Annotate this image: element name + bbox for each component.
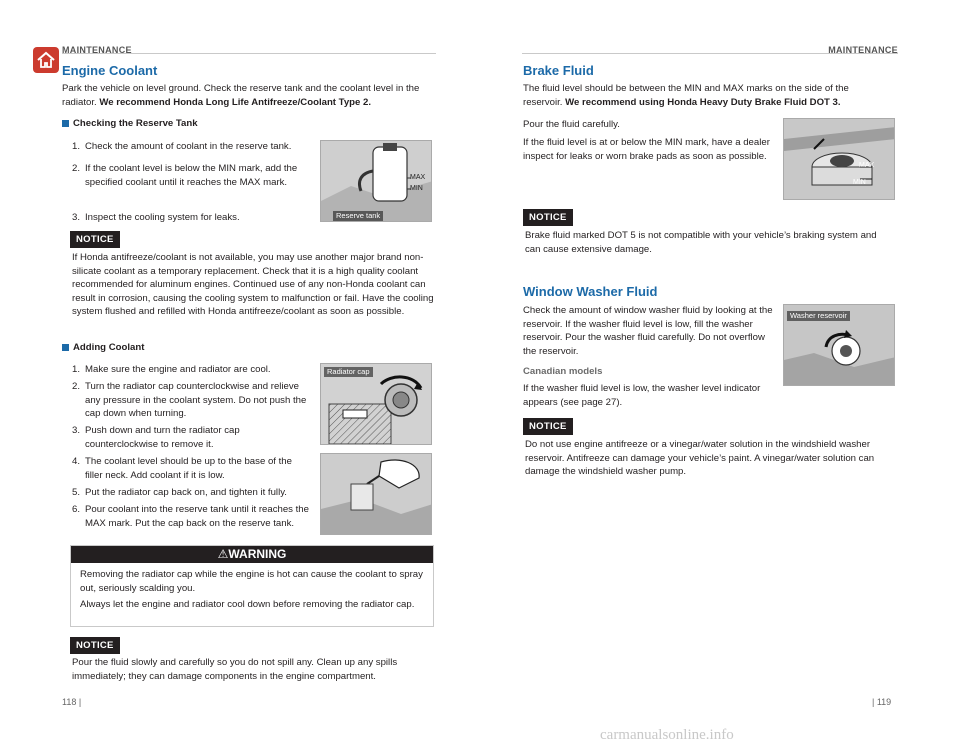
brake-fluid-intro: The fluid level should be between the MIN and MAX marks on the side of the reservoir. We recommend using Honda Heavy Duty Brake Fluid DOT 3. <box>523 83 849 108</box>
page-header-right <box>522 40 898 54</box>
brake-max-label: MAX <box>859 162 875 169</box>
notice-coolant-text: If Honda antifreeze/coolant is not available, you may use another major brand non-silicate coolant as a temporary replacement. Check that it is a high quality coolant recommended for aluminum engines. Continued use of any non-Honda coolant can result in corrosion, causing the cooling system to malfunction or fail. Have the cooling system flushed and refilled with Honda antifreeze/coolant as soon as possible. <box>72 252 434 317</box>
reserve-step-1: 1. Check the amount of coolant in the reserve tank. <box>72 141 292 152</box>
warning-text-2: Always let the engine and radiator cool down before removing the radiator cap. <box>80 599 415 610</box>
watermark: carmanualsonline.info <box>600 727 734 743</box>
engine-coolant-intro: Park the vehicle on level ground. Check the reserve tank and the coolant level in the radiator. We recommend Honda Long Life Antifreeze/Coolant Type 2. <box>62 83 420 108</box>
reserve-step-3: 3. Inspect the cooling system for leaks. <box>72 212 240 223</box>
reserve-tank-heading: Checking the Reserve Tank <box>62 118 198 129</box>
brake-reservoir-figure <box>783 118 895 200</box>
brake-fluid-title: Brake Fluid <box>523 63 594 78</box>
notice-spill-text: Pour the fluid slowly and carefully so you do not spill any. Clean up any spills immediately; they can damage components in the engine compartment. <box>72 657 398 682</box>
brake-reservoir-illustration <box>784 119 895 200</box>
reserve-step-2: 2. If the coolant level is below the MIN mark, add the specified coolant until it reaches the MAX mark. <box>72 163 298 188</box>
adding-coolant-heading: Adding Coolant <box>62 342 144 353</box>
adding-step-4: 4. The coolant level should be up to the base of the filler neck. Add coolant if it is low. <box>72 456 292 481</box>
pour-coolant-illustration <box>321 454 432 535</box>
right-page <box>480 0 960 750</box>
notice-badge-3: NOTICE <box>523 209 573 226</box>
header-label: MAINTENANCE <box>62 45 132 55</box>
reserve-tank-label: Reserve tank <box>333 211 383 221</box>
warning-header: ⚠WARNING <box>71 546 433 563</box>
notice-badge-4: NOTICE <box>523 418 573 435</box>
adding-step-5: 5. Put the radiator cap back on, and tighten it fully. <box>72 487 287 498</box>
washer-fluid-p2: If the washer fluid level is low, the washer level indicator appears (see page 27). <box>523 383 761 408</box>
radiator-cap-figure <box>320 363 432 445</box>
radiator-cap-label: Radiator cap <box>324 367 373 377</box>
washer-reservoir-label: Washer reservoir <box>787 311 850 321</box>
page-header-left <box>62 40 436 54</box>
washer-reservoir-figure <box>783 304 895 386</box>
notice-brake-text: Brake fluid marked DOT 5 is not compatible with your vehicle’s braking system and can cause extensive damage. <box>525 230 877 255</box>
brake-fluid-p2: If the fluid level is at or below the MIN mark, have a dealer inspect for leaks or worn brake pads as soon as possible. <box>523 137 770 162</box>
canadian-models-label: Canadian models <box>523 366 603 377</box>
washer-fluid-title: Window Washer Fluid <box>523 284 658 299</box>
reserve-max-label: MAX <box>410 174 426 181</box>
warning-text-1: Removing the radiator cap while the engine is hot can cause the coolant to spray out, seriously scalding you. <box>80 569 423 594</box>
notice-washer-text: Do not use engine antifreeze or a vinegar/water solution in the windshield washer reservoir. Antifreeze can damage your vehicle’s paint. A vinegar/water solution can damage the windshield washer pump. <box>525 439 875 477</box>
notice-badge-2: NOTICE <box>70 637 120 654</box>
reserve-tank-figure <box>320 140 432 222</box>
brake-fluid-p1: Pour the fluid carefully. <box>523 119 620 130</box>
adding-step-3: 3. Push down and turn the radiator cap counterclockwise to remove it. <box>72 425 240 450</box>
header-label: MAINTENANCE <box>828 45 898 55</box>
brake-min-label: MIN <box>853 179 866 186</box>
page-number-right: | 119 <box>872 697 892 707</box>
notice-badge: NOTICE <box>70 231 120 248</box>
adding-step-1: 1. Make sure the engine and radiator are cool. <box>72 364 271 375</box>
warning-box <box>70 545 434 627</box>
engine-coolant-title: Engine Coolant <box>62 63 158 78</box>
washer-fluid-p1: Check the amount of window washer fluid by looking at the reservoir. If the washer fluid level is low, fill the washer reservoir. Pour the washer fluid carefully. Do not overflow the reservoir. <box>523 305 773 357</box>
reserve-tank-illustration <box>321 141 432 222</box>
reserve-min-label: MIN <box>410 185 423 192</box>
warning-triangle-icon: ⚠ <box>217 547 229 561</box>
home-icon[interactable] <box>33 47 59 73</box>
adding-step-2: 2. Turn the radiator cap counterclockwise and relieve any pressure in the coolant system. Do not push the cap down when turning. <box>72 381 307 419</box>
page-number-left: 118 | <box>62 697 82 707</box>
adding-step-6: 6. Pour coolant into the reserve tank until it reaches the MAX mark. Put the cap back on the reserve tank. <box>72 504 309 529</box>
pour-coolant-figure <box>320 453 432 535</box>
